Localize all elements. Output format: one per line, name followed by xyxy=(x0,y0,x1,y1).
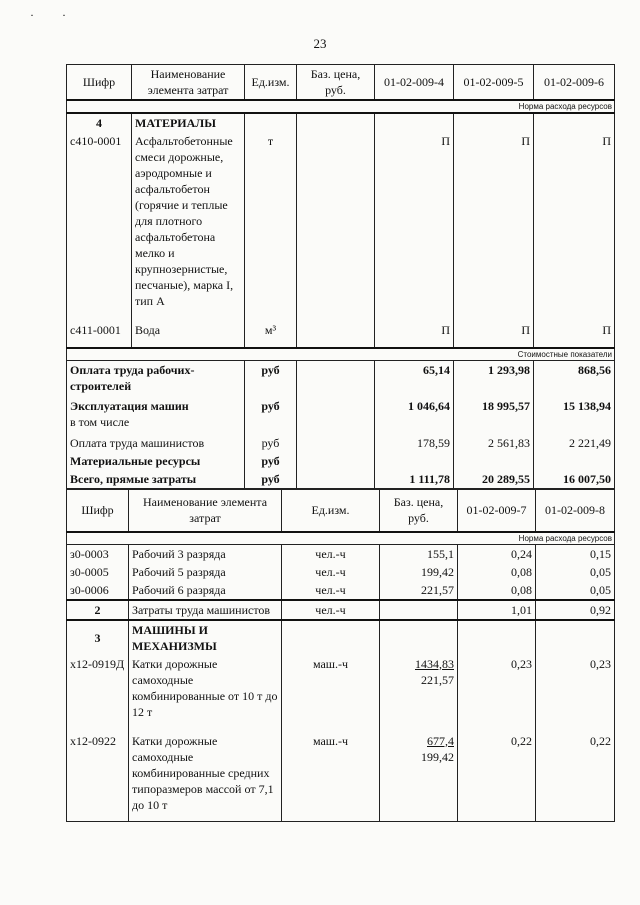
worker-price: 221,57 xyxy=(380,581,458,600)
machine-unit: маш.-ч xyxy=(282,655,380,721)
item-name: Асфальтобетонные смеси дорожные, аэродромные и асфальтобетон (горячие и теплые для плотного асфальтобетона мелко и крупнозернистые, песчаные), марка I, тип А xyxy=(132,132,245,310)
worker-value: 0,05 xyxy=(536,581,615,600)
worker-price: 199,42 xyxy=(380,563,458,581)
corner-marks: ·· xyxy=(30,8,94,22)
section2-unit: чел.-ч xyxy=(282,600,380,620)
cost-unit: руб xyxy=(245,361,297,396)
cost-name: Всего, прямые затраты xyxy=(67,470,245,489)
worker-unit: чел.-ч xyxy=(282,544,380,563)
section2-value: 0,92 xyxy=(536,600,615,620)
header-name: Наименование элемента затрат xyxy=(132,65,245,101)
cost-value: 65,14 xyxy=(375,361,454,396)
section2-value: 1,01 xyxy=(458,600,536,620)
machine-price: 677,4 xyxy=(427,733,454,748)
cost-name: Эксплуатация машин xyxy=(70,399,189,413)
header-price: Баз. цена, руб. xyxy=(380,490,458,532)
materials-table xyxy=(66,64,615,489)
table-row xyxy=(67,655,615,721)
item-unit: м³ xyxy=(245,310,297,348)
page-number: 23 xyxy=(313,36,327,51)
section2-name: Затраты труда машинистов xyxy=(129,600,282,620)
machine-value: 0,23 xyxy=(458,655,536,721)
header-code: Шифр xyxy=(67,490,129,532)
header-name: Наименование элемента затрат xyxy=(129,490,282,532)
cost-value: 1 046,64 xyxy=(375,395,454,431)
cost-value: 15 138,94 xyxy=(534,395,615,431)
table-row xyxy=(67,395,615,431)
cost-value: 868,56 xyxy=(534,361,615,396)
item-value: П xyxy=(375,310,454,348)
table-row xyxy=(67,544,615,563)
norma-label: Норма расхода ресурсов xyxy=(67,100,615,113)
header-code: Шифр xyxy=(67,65,132,101)
cost-value xyxy=(534,452,615,470)
worker-unit: чел.-ч xyxy=(282,563,380,581)
header-col-6: 01-02-009-6 xyxy=(534,65,615,101)
machine-code: х12-0919Д xyxy=(67,655,129,721)
item-price xyxy=(297,132,375,310)
table-row xyxy=(67,361,615,396)
item-name: Вода xyxy=(132,310,245,348)
cost-name: Оплата труда рабочих-строителей xyxy=(67,361,245,396)
machine-code: х12-0922 xyxy=(67,721,129,822)
norma-label: Норма расхода ресурсов xyxy=(67,532,615,545)
worker-value: 0,15 xyxy=(536,544,615,563)
cost-label: Стоимостные показатели xyxy=(67,348,615,361)
item-unit: т xyxy=(245,132,297,310)
cost-value: 1 111,78 xyxy=(375,470,454,489)
machine-price: 1434,83 xyxy=(415,656,454,671)
cost-subtitle: в том числе xyxy=(70,415,130,429)
machine-value: 0,22 xyxy=(536,721,615,822)
item-value: П xyxy=(454,132,534,310)
table-row xyxy=(67,581,615,600)
section3-code: 3 xyxy=(67,620,129,655)
worker-name: Рабочий 6 разряда xyxy=(129,581,282,600)
worker-name: Рабочий 5 разряда xyxy=(129,563,282,581)
machine-price-secondary: 221,57 xyxy=(421,672,454,687)
machine-value: 0,23 xyxy=(536,655,615,721)
cost-value xyxy=(375,452,454,470)
cost-value: 16 007,50 xyxy=(534,470,615,489)
header-col-8: 01-02-009-8 xyxy=(536,490,615,532)
header-col-7: 01-02-009-7 xyxy=(458,490,536,532)
worker-value: 0,08 xyxy=(458,581,536,600)
header-col-4: 01-02-009-4 xyxy=(375,65,454,101)
header-unit: Ед.изм. xyxy=(282,490,380,532)
machine-value: 0,22 xyxy=(458,721,536,822)
table-row xyxy=(67,563,615,581)
header-unit: Ед.изм. xyxy=(245,65,297,101)
section-title: МАТЕРИАЛЫ xyxy=(132,113,245,132)
section3-name: МАШИНЫ И МЕХАНИЗМЫ xyxy=(129,620,282,655)
item-value: П xyxy=(534,310,615,348)
table-row xyxy=(67,721,615,822)
table-row xyxy=(67,600,615,620)
cost-value: 2 561,83 xyxy=(454,431,534,452)
worker-code: з0-0006 xyxy=(67,581,129,600)
labor-machines-table xyxy=(66,489,615,822)
table-row xyxy=(67,431,615,452)
machine-unit: маш.-ч xyxy=(282,721,380,822)
machine-name: Катки дорожные самоходные комбинированные от 10 т до 12 т xyxy=(129,655,282,721)
item-value: П xyxy=(534,132,615,310)
section2-code: 2 xyxy=(67,600,129,620)
item-value: П xyxy=(454,310,534,348)
worker-code: з0-0003 xyxy=(67,544,129,563)
machine-name: Катки дорожные самоходные комбинированные средних типоразмеров массой от 7,1 до 10 т xyxy=(129,721,282,822)
worker-value: 0,08 xyxy=(458,563,536,581)
worker-unit: чел.-ч xyxy=(282,581,380,600)
worker-code: з0-0005 xyxy=(67,563,129,581)
item-code: с410-0001 xyxy=(67,132,132,310)
header-col-5: 01-02-009-5 xyxy=(454,65,534,101)
cost-unit: руб xyxy=(245,470,297,489)
cost-value: 18 995,57 xyxy=(454,395,534,431)
table-row xyxy=(67,132,615,310)
worker-price: 155,1 xyxy=(380,544,458,563)
header-price: Баз. цена, руб. xyxy=(297,65,375,101)
table-row xyxy=(67,470,615,489)
machine-price-secondary: 199,42 xyxy=(421,749,454,764)
cost-unit: руб xyxy=(245,431,297,452)
cost-value: 20 289,55 xyxy=(454,470,534,489)
worker-name: Рабочий 3 разряда xyxy=(129,544,282,563)
cost-value xyxy=(454,452,534,470)
item-code: с411-0001 xyxy=(67,310,132,348)
worker-value: 0,24 xyxy=(458,544,536,563)
cost-unit: руб xyxy=(245,452,297,470)
table-row xyxy=(67,452,615,470)
item-price xyxy=(297,310,375,348)
section-code: 4 xyxy=(67,113,132,132)
cost-name: Оплата труда машинистов xyxy=(67,431,245,452)
cost-value: 1 293,98 xyxy=(454,361,534,396)
worker-value: 0,05 xyxy=(536,563,615,581)
cost-name: Материальные ресурсы xyxy=(67,452,245,470)
cost-value: 2 221,49 xyxy=(534,431,615,452)
cost-value: 178,59 xyxy=(375,431,454,452)
cost-unit: руб xyxy=(245,395,297,431)
table-row xyxy=(67,310,615,348)
item-value: П xyxy=(375,132,454,310)
